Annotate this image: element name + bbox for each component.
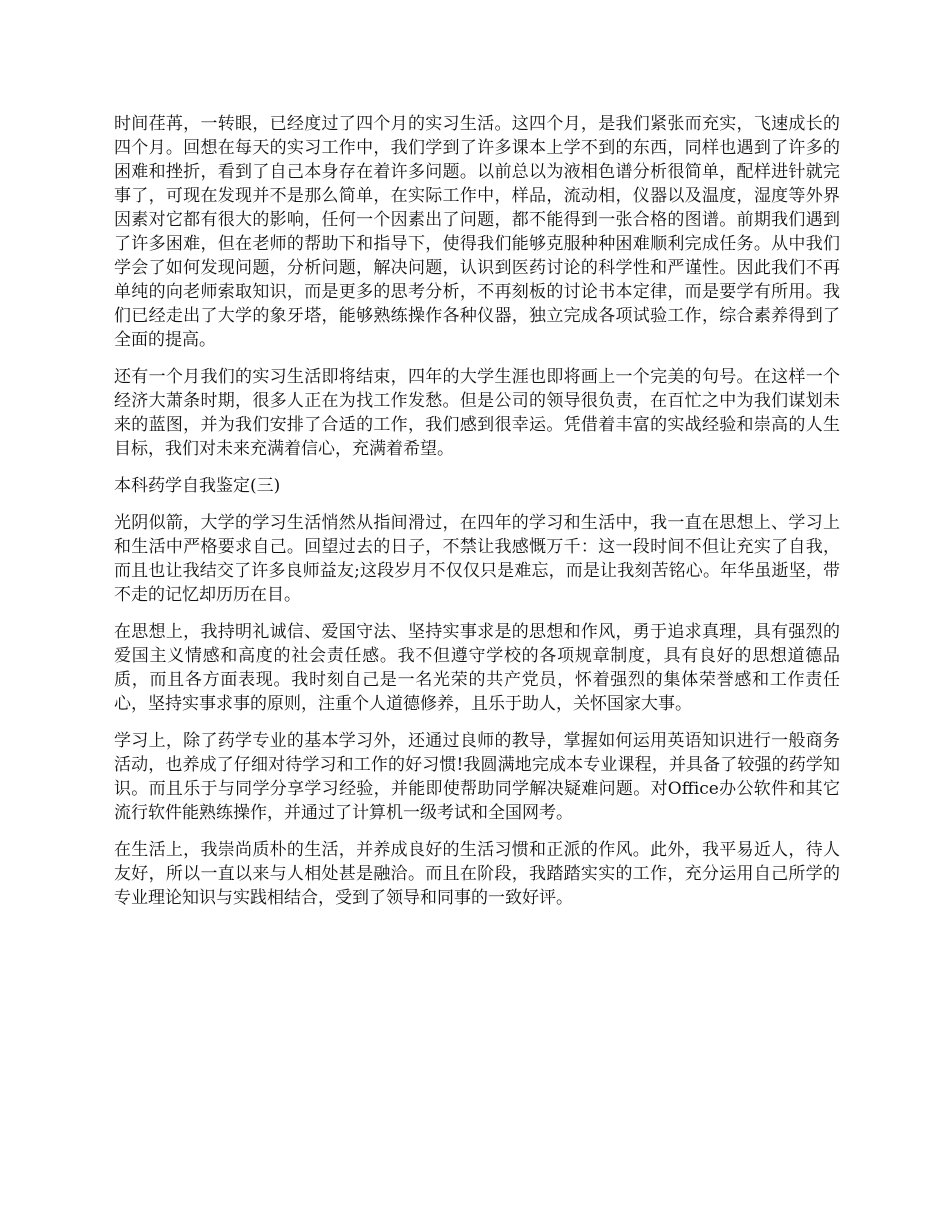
paragraph-internship-reflection: 时间荏苒，一转眼，已经度过了四个月的实习生活。这四个月，是我们紧张而充实，飞速成长的四个月。回想在每天的实习工作中，我们学到了许多课本上学不到的东西，同样也遇到了许多的困难和挫折，看到了自己本身存在着许多问题。以前总以为液相色谱分析很简单，配样进针就完事了，可现在发现并不是那么简单，在实际工作中，样品，流动相，仪器以及温度，湿度等外界因素对它都有很大的影响，任何一个因素出了问题，都不能得到一张合格的图谱。前期我们遇到了许多困难，但在老师的帮助下和指导下，使得我们能够克服种种困难顺利完成任务。从中我们学会了如何发现问题，分析问题，解决问题，认识到医药讨论的科学性和严谨性。因此我们不再单纯的向老师索取知识，而是更多的思考分析，不再刻板的讨论书本定律，而是要学有所用。我们已经走出了大学的象牙塔，能够熟练操作各种仪器，独立完成各项试验工作，综合素养得到了全面的提高。 (114, 114, 840, 350)
paragraph-ideology: 在思想上，我持明礼诚信、爱国守法、坚持实事求是的思想和作风，勇于追求真理，具有强烈的爱国主义情感和高度的社会责任感。我不但遵守学校的各项规章制度，具有良好的思想道德品质，而且各方面表现。我时刻自己是一名光荣的共产党员，怀着强烈的集体荣誉感和工作责任心，坚持实事求事的原则，注重个人道德修养，且乐于助人，关怀国家大事。 (114, 622, 840, 714)
section-heading: 本科药学自我鉴定(三) (114, 476, 281, 496)
paragraph-life: 在生活上，我崇尚质朴的生活，并养成良好的生活习惯和正派的作风。此外，我平易近人，待人友好，所以一直以来与人相处甚是融洽。而且在阶段，我踏踏实实的工作，充分运用自己所学的专业理论知识与实践相结合，受到了领导和同事的一致好评。 (114, 840, 840, 908)
document-body (114, 112, 840, 923)
paragraph-internship-ending: 还有一个月我们的实习生活即将结束，四年的大学生涯也即将画上一个完美的句号。在这样一个经济大萧条时期，很多人正在为找工作发愁。但是公司的领导很负责，在百忙之中为我们谋划未来的蓝图，并为我们安排了合适的工作，我们感到很幸运。凭借着丰富的实战经验和崇高的人生目标，我们对未来充满着信心，充满着希望。 (114, 367, 840, 459)
paragraph-study: 学习上，除了药学专业的基本学习外，还通过良师的教导，掌握如何运用英语知识进行一般商务活动，也养成了仔细对待学习和工作的好习惯!我圆满地完成本专业课程，并具备了较强的药学知识。而且乐于与同学分享学习经验，并能即使帮助同学解决疑难问题。对Office办公软件和其它流行软件能熟练操作，并通过了计算机一级考试和全国网考。 (114, 731, 840, 823)
paragraph-college-life: 光阴似箭，大学的学习生活悄然从指间滑过，在四年的学习和生活中，我一直在思想上、学习上和生活中严格要求自己。回望过去的日子，不禁让我感慨万千：这一段时间不但让充实了自我，而且也让我结交了许多良师益友;这段岁月不仅仅只是难忘，而是让我刻苦铭心。年华虽逝坚，带不走的记忆却历历在目。 (114, 513, 840, 605)
